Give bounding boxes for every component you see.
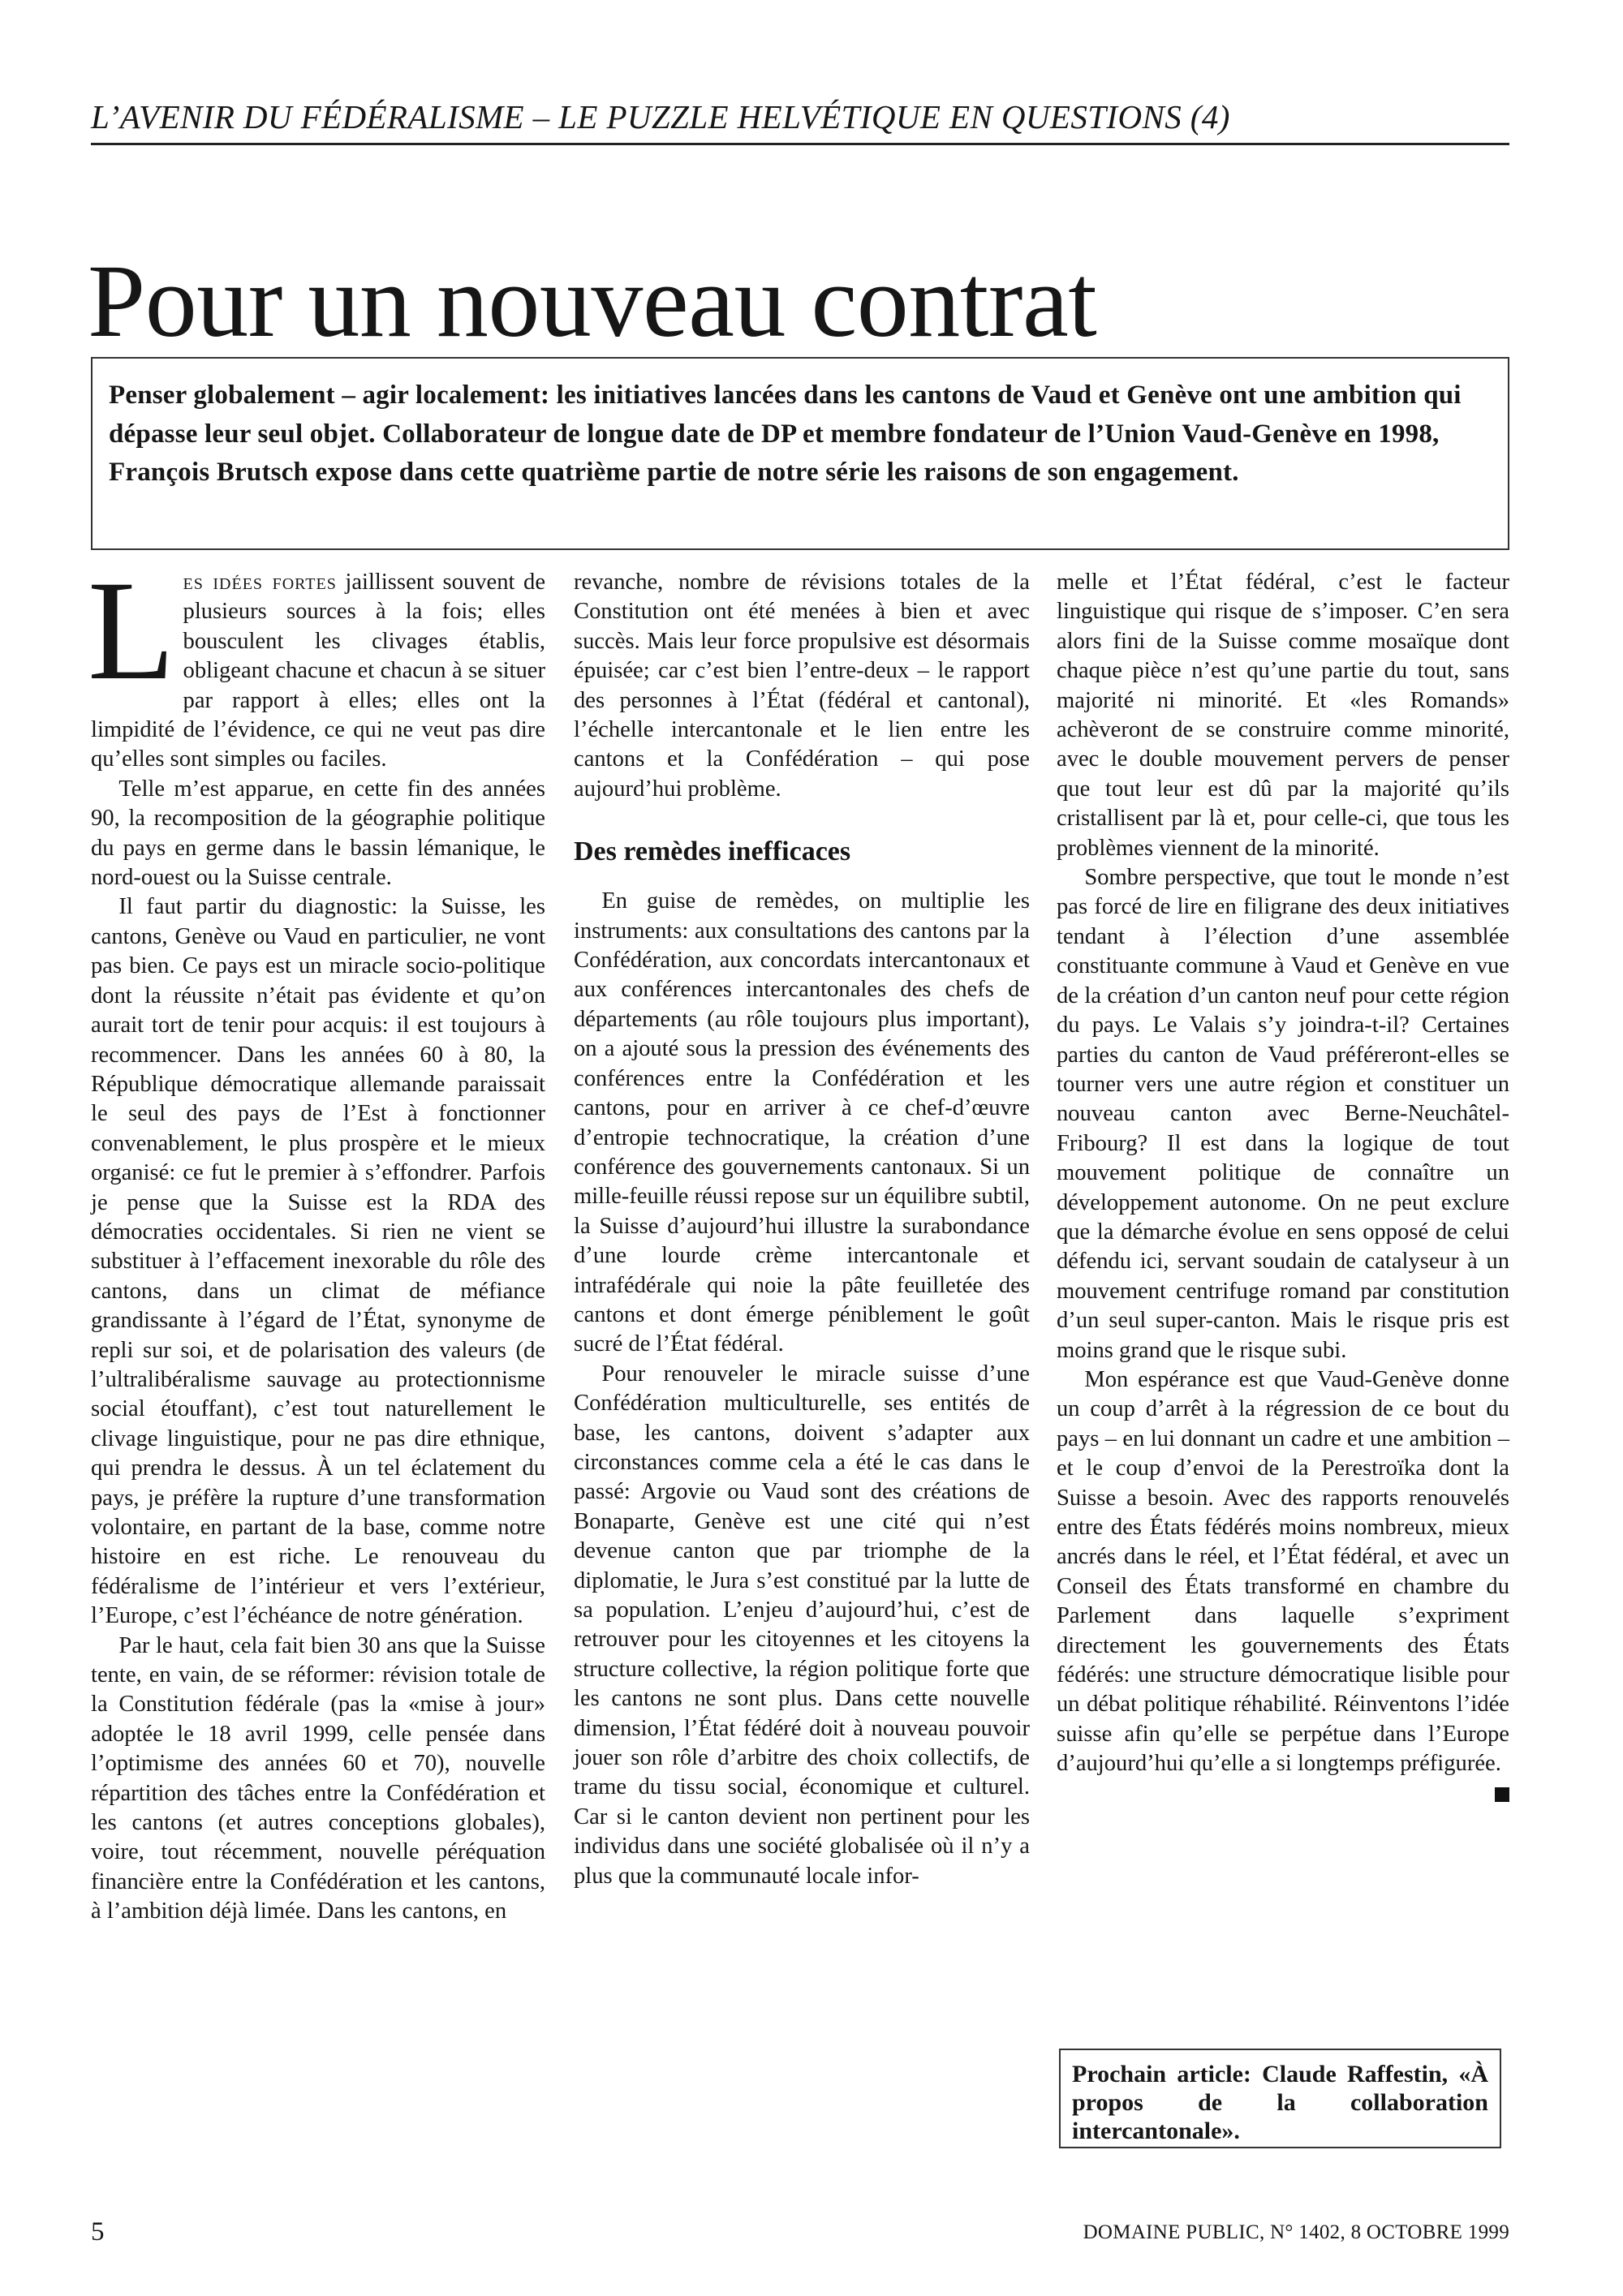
article-column-3 [1057, 568, 1509, 2028]
kicker-divider [91, 143, 1509, 145]
article-title: Pour un nouveau contrat [88, 243, 1097, 359]
paragraph-9: Sombre perspective, que tout le monde n’est pas forcé de lire en filigrane des deux initiatives tendant à l’élection d’une assemblée constituante commune à Vaud et Genève en vue de la création d’un canton neuf pour cette région du pays. Le Valais s’y joindra-t-il? Certaines parties du canton de Vaud préféreront-elles se tourner vers une autre région et constituer un nouveau canton avec Berne-Neuchâtel-Fribourg? Il est dans la logique de tout mouvement politique de connaître un développement autonome. On ne peut exclure que la démarche évolue en sens opposé de celui défendu ici, servant soudain de catalyseur à un mouvement centrifuge romand par constitution d’un seul super-canton. Mais le risque pris est moins grand que le risque subi. [1057, 865, 1509, 1363]
paragraph-10 [1057, 1365, 1509, 1779]
end-mark-icon [1495, 1787, 1509, 1802]
paragraph-10-text: Mon espérance est que Vaud-Genève donne un coup d’arrêt à la régression de ce bout du pays – en lui donnant un cadre et une ambition – et le coup d’envoi de la Perestroïka dont la Suisse a besoin. Avec des rapports renouvelés entre des États fédérés moins nombreux, mieux ancrés dans le réel, et l’État fédéral, et avec un Conseil des États transformé en chambre du Parlement dans laquelle s’expriment directement les gouvernements des États fédérés: une structure démocratique lisible pour un débat politique réhabilité. Réinventons l’idée suisse afin qu’elle se perpétue dans l’Europe d’aujourd’hui qu’elle a si longtemps préfigurée. [1057, 1366, 1509, 1777]
section-subhead: Des remèdes inefficaces [574, 836, 851, 867]
paragraph-1 [88, 552, 546, 775]
next-article-box: Prochain article: Claude Raffestin, «À propos de la collaboration intercantonale». [1059, 2049, 1501, 2148]
opening-smallcaps: es idées fortes [183, 570, 337, 595]
paragraph-3: Il faut partir du diagnostic: la Suisse, les cantons, Genève ou Vaud en particulier, ne vont pas bien. Ce pays est un miracle socio-politique dont la réussite n’était pas évidente et qu’on aurait tort de tenir pour acquis: il est toujours à recommencer. Dans les années 60 à 80, la République démocratique allemande paraissait le seul des pays de l’Est à fonctionner convenablement, le plus prospère et le mieux organisé: ce fut le premier à s’effondrer. Parfois je pense que la Suisse est la RDA des démocraties occidentales. Si rien ne vient se substituer à l’effacement inexorable du rôle des cantons, dans un climat de méfiance grandissante à l’égard de l’État, synonyme de repli sur soi, et de polarisation des valeurs (de l’ultralibéralisme sauvage au protectionnisme social étouffant), c’est tout naturellement le clivage linguistique, pour ne pas dire ethnique, qui prendra le dessus. À un tel éclatement du pays, je préfère la rupture d’une transformation volontaire, en partant de la base, comme notre histoire en est riche. Le renouveau du fédéralisme de l’intérieur et vers l’extérieur, l’Europe, c’est l’échéance de notre génération. [91, 894, 545, 1629]
lead-paragraph: Penser globalement – agir localement: les initiatives lancées dans les cantons de Vaud et Genève ont une ambition qui dépasse leur seul objet. Collaborateur de longue date de DP et membre fondateur de l’Union Vaud-Genève en 1998, François Brutsch expose dans cette quatrième partie de notre série les raisons de son engagement. [109, 381, 1462, 487]
section-kicker: L’AVENIR DU FÉDÉRALISME – LE PUZZLE HELVÉTIQUE EN QUESTIONS (4) [91, 98, 1230, 135]
drop-cap: L [88, 552, 175, 710]
paragraph-1-text: jaillissent souvent de plusieurs sources à la fois; elles bousculent les clivages établis, obligeant chacune et chacun à se situer par rapport à elles; elles ont la limpidité de l’évidence, ce qui ne veut pas dire qu’elles sont simples ou faciles. [91, 570, 546, 772]
lead-box [91, 357, 1509, 550]
article-column-2 [574, 568, 1030, 2028]
paragraph-4: Par le haut, cela fait bien 30 ans que la Suisse tente, en vain, de se réformer: révision totale de la Constitution fédérale (pas la «mise à jour» adoptée le 18 avril 1999, celle pensée dans l’optimisme des années 60 et 70), nouvelle répartition des tâches entre la Confédération et les cantons (et autres conceptions globales), voire, tout récemment, nouvelle péréquation financière entre la Confédération et les cantons, à l’ambition déjà limée. Dans les cantons, en [91, 1632, 545, 1924]
page-number: 5 [91, 2217, 105, 2247]
paragraph-5: revanche, nombre de révisions totales de la Constitution ont été menées à bien et avec succès. Mais leur force propulsive est désormais épuisée; car c’est bien l’entre-deux – le rapport des personnes à l’État (fédéral et cantonal), l’échelle intercantonale et le lien entre les cantons et la Confédération – qui pose aujourd’hui problème. [574, 570, 1030, 802]
publication-masthead: DOMAINE PUBLIC, N° 1402, 8 OCTOBRE 1999 [1083, 2221, 1509, 2243]
paragraph-6: En guise de remèdes, on multiplie les instruments: aux consultations des cantons par la Confédération, aux concordats intercantonaux et aux conférences intercantonales des chefs de départements (au rôle toujours plus important), on a ajouté sous la pression des événements des conférences entre la Confédération et les cantons, pour en arriver à ce chef-d’œuvre d’entropie technocratique, la création d’une conférence des gouvernements cantonaux. Si un mille-feuille réussi repose sur un équilibre subtil, la Suisse d’aujourd’hui illustre la surabondance d’une lourde crème intercantonale et intrafédérale qui noie la pâte feuilletée des cantons et dont émerge péniblement le goût sucré de l’État fédéral. [574, 888, 1030, 1357]
article-column-1 [88, 552, 546, 2028]
paragraph-2: Telle m’est apparue, en cette fin des années 90, la recomposition de la géographie politique du pays en germe dans le bassin lémanique, le nord-ouest ou la Suisse centrale. [91, 776, 545, 891]
paragraph-7: Pour renouveler le miracle suisse d’une Confédération multiculturelle, ses entités de base, les cantons, doivent s’adapter aux circonstances comme cela a été le cas dans le passé: Argovie ou Vaud sont des créations de Bonaparte, Genève est une cité qui n’est devenue canton que par triomphe de la diplomatie, le Jura s’est constitué par la lutte de sa population. L’enjeu d’aujourd’hui, c’est de retrouver pour les citoyennes et les citoyens la structure collective, la région politique forte que les cantons ne sont plus. Dans cette nouvelle dimension, l’État fédéré doit à nouveau pouvoir jouer son rôle d’arbitre des choix collectifs, de trame du tissu social, économique et culturel. Car si le canton devient non pertinent pour les individus dans une société globalisée où il n’y a plus que la communauté locale infor- [574, 1361, 1030, 1889]
paragraph-8: melle et l’État fédéral, c’est le facteur linguistique qui risque de s’imposer. C’en sera alors fini de la Suisse comme mosaïque dont chaque pièce n’est qu’une partie du tout, sans majorité ni minorité. Et «les Romands» achèveront de se construire comme minorité, avec le double mouvement pervers de penser que tout leur est dû par la majorité qu’ils cristallisent par là et, pour celle-ci, que tous les problèmes viennent de la minorité. [1057, 570, 1509, 861]
